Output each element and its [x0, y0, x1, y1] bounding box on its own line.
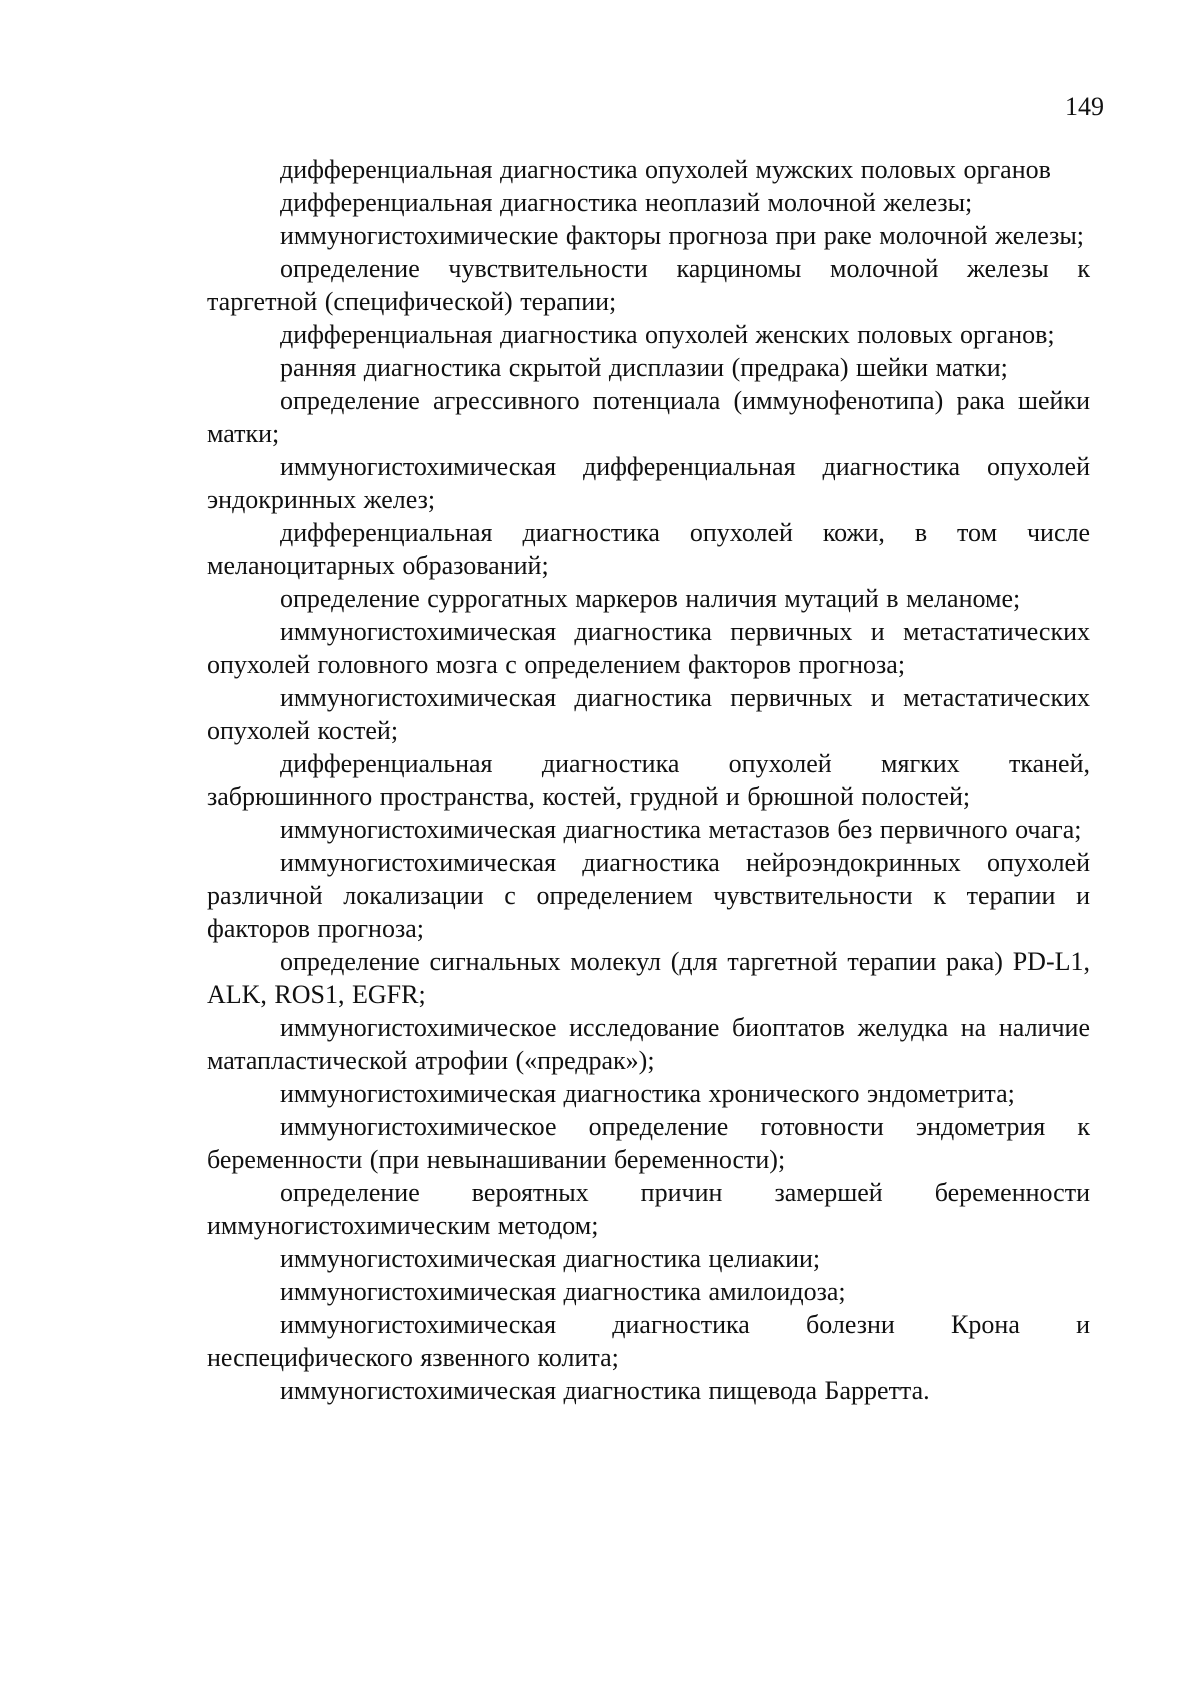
list-item: иммуногистохимическое определение готовности эндометрия к беременности (при невынашивании беременности);	[207, 1112, 1090, 1174]
list-item: иммуногистохимическая диагностика целиакии;	[280, 1244, 821, 1273]
list-item: иммуногистохимическая диагностика метастазов без первичного очага;	[280, 815, 1082, 844]
list-item: дифференциальная диагностика опухолей мужских половых органов	[280, 155, 1051, 184]
list-item: определение чувствительности карциномы молочной железы к таргетной (специфической) терапии;	[207, 254, 1090, 316]
list-item: определение сигнальных молекул (для таргетной терапии рака) PD-L1, ALK, ROS1, EGFR;	[207, 947, 1090, 1009]
list-item: определение вероятных причин замершей беременности иммуногистохимическим методом;	[207, 1178, 1090, 1240]
list-item: определение суррогатных маркеров наличия мутаций в меланоме;	[280, 584, 1021, 613]
list-item: иммуногистохимическая диагностика пищевода Барретта.	[280, 1376, 930, 1405]
list-item: дифференциальная диагностика опухолей женских половых органов;	[280, 320, 1055, 349]
list-item: иммуногистохимическая диагностика хронического эндометрита;	[280, 1079, 1015, 1108]
list-item: иммуногистохимическая диагностика первичных и метастатических опухолей головного мозга с определением факторов прогноза;	[207, 617, 1090, 679]
list-item: иммуногистохимическое исследование биоптатов желудка на наличие матапластической атрофии («предрак»);	[207, 1013, 1090, 1075]
list-item: дифференциальная диагностика опухолей кожи, в том числе меланоцитарных образований;	[207, 518, 1090, 580]
list-item: дифференциальная диагностика неоплазий молочной железы;	[280, 188, 973, 217]
body-text	[207, 153, 1090, 1407]
list-item: иммуногистохимическая диагностика амилоидоза;	[280, 1277, 846, 1306]
list-item: иммуногистохимическая диагностика первичных и метастатических опухолей костей;	[207, 683, 1090, 745]
list-item: иммуногистохимическая диагностика болезни Крона и неспецифического язвенного колита;	[207, 1310, 1090, 1372]
list-item: ранняя диагностика скрытой дисплазии (предрака) шейки матки;	[280, 353, 1008, 382]
list-item: иммуногистохимическая дифференциальная диагностика опухолей эндокринных желез;	[207, 452, 1090, 514]
page-number: 149	[1065, 92, 1104, 121]
list-item: определение агрессивного потенциала (иммунофенотипа) рака шейки матки;	[207, 386, 1090, 448]
list-item: иммуногистохимическая диагностика нейроэндокринных опухолей различной локализации с определением чувствительности к терапии и факторов прогноза;	[207, 848, 1090, 943]
list-item: дифференциальная диагностика опухолей мягких тканей, забрюшинного пространства, костей, грудной и брюшной полостей;	[207, 749, 1090, 811]
list-item: иммуногистохимические факторы прогноза при раке молочной железы;	[280, 221, 1085, 250]
